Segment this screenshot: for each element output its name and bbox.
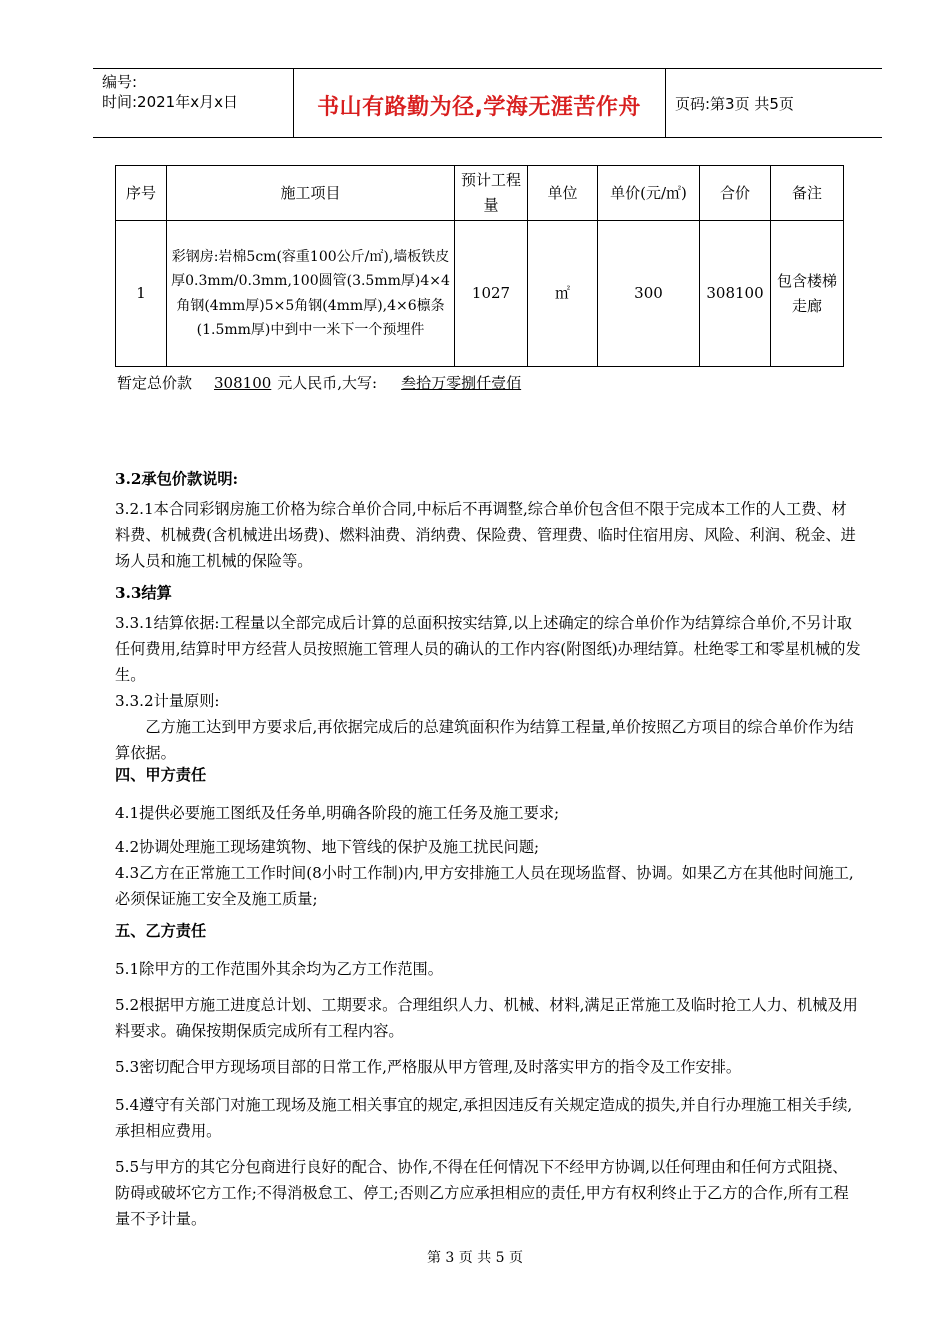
- col-header-no: 序号: [116, 166, 167, 221]
- cell-unit-price: 300: [598, 221, 700, 367]
- clause-5-4: 5.4遵守有关部门对施工现场及施工相关事宜的规定,承担因违反有关规定造成的损失,并自行办理施工相关手续,承担相应费用。: [115, 1096, 853, 1140]
- section-4: [115, 762, 861, 788]
- section-3-3: [115, 580, 861, 606]
- clause-4-3: 4.3乙方在正常施工工作时间(8小时工作制)内,甲方安排施工人员在现场监督、协调。如果乙方在其他时间施工,必须保证施工安全及施工质量;: [115, 864, 854, 908]
- cell-unit: ㎡: [528, 221, 598, 367]
- total-amount-words: 叁拾万零捌仟壹佰: [401, 374, 522, 392]
- construction-item-table: [115, 165, 844, 367]
- col-header-unit-price: 单价(元/㎡): [598, 166, 700, 221]
- time-label: 时间:2021年x月x日: [102, 93, 238, 111]
- section-3-3-1: [115, 610, 861, 766]
- section-3-3-title: 3.3结算: [115, 584, 172, 602]
- section-5-4: [115, 1092, 861, 1144]
- col-header-remark: 备注: [771, 166, 844, 221]
- cell-no: 1: [116, 221, 167, 367]
- page-label: 页码:第3页 共5页: [675, 95, 794, 113]
- section-3-2-title: 3.2承包价款说明:: [115, 470, 239, 488]
- cell-quantity: 1027: [455, 221, 528, 367]
- header-motto-cell: [293, 69, 666, 137]
- clause-4-1: 4.1提供必要施工图纸及任务单,明确各阶段的施工任务及施工要求;: [115, 804, 560, 822]
- table-header-row: [116, 166, 844, 221]
- section-4-1: [115, 800, 861, 826]
- section-3-2-1: [115, 496, 861, 574]
- page-footer: [0, 1247, 950, 1267]
- section-5-5: [115, 1154, 861, 1232]
- clause-3-3-2-body: 乙方施工达到甲方要求后,再依据完成后的总建筑面积作为结算工程量,单价按照乙方项目的综合单价作为结算依据。: [115, 718, 854, 762]
- section-5-title: 五、乙方责任: [115, 922, 207, 940]
- clause-5-1: 5.1除甲方的工作范围外其余均为乙方工作范围。: [115, 960, 443, 978]
- footer-page-number: 第 3 页 共 5 页: [426, 1250, 524, 1266]
- motto: 书山有路勤为径,学海无涯苦作舟: [317, 95, 641, 120]
- cell-total: 308100: [700, 221, 771, 367]
- clause-5-5: 5.5与甲方的其它分包商进行良好的配合、协作,不得在任何情况下不经甲方协调,以任何理由和任何方式阻挠、防碍或破坏它方工作;不得消极怠工、停工;否则乙方应承担相应的责任,甲方有权利终止于乙方的合作,所有工程量不予计量。: [115, 1158, 849, 1228]
- clause-3-3-2: 3.3.2计量原则:: [115, 692, 220, 710]
- col-header-total: 合价: [700, 166, 771, 221]
- clause-3-2-1: 3.2.1本合同彩钢房施工价格为综合单价合同,中标后不再调整,综合单价包含但不限于完成本工作的人工费、材料费、机械费(含机械进出场费)、燃料油费、消纳费、保险费、管理费、临时住宿用房、风险、利润、税金、进场人员和施工机械的保险等。: [115, 500, 856, 570]
- cell-item: 彩钢房:岩棉5cm(容重100公斤/㎡),墙板铁皮厚0.3mm/0.3mm,100圆管(3.5mm厚)4×4角钢(4mm厚)5×5角钢(4mm厚),4×6檩条(1.5mm厚)中到中一米下一个预埋件: [167, 221, 455, 367]
- page-header: [93, 68, 882, 138]
- total-price-line: [117, 372, 527, 393]
- header-page-cell: [666, 69, 882, 137]
- section-4-2-4-3: [115, 834, 861, 912]
- section-5: [115, 918, 861, 944]
- clause-5-2: 5.2根据甲方施工进度总计划、工期要求。合理组织人力、机械、材料,满足正常施工及临时抢工人力、机械及用料要求。确保按期保质完成所有工程内容。: [115, 996, 858, 1040]
- total-unit-text: 元人民币,大写:: [277, 374, 378, 392]
- col-header-quantity: 预计工程量: [455, 166, 528, 221]
- col-header-item: 施工项目: [167, 166, 455, 221]
- header-meta: [93, 69, 294, 137]
- section-3-2: [115, 466, 861, 492]
- col-header-unit: 单位: [528, 166, 598, 221]
- section-5-3: [115, 1054, 861, 1080]
- cell-remark: 包含楼梯走廊: [771, 221, 844, 367]
- clause-5-3: 5.3密切配合甲方现场项目部的日常工作,严格服从甲方管理,及时落实甲方的指令及工作安排。: [115, 1058, 742, 1076]
- code-label: 编号:: [102, 73, 138, 91]
- section-5-1: [115, 956, 861, 982]
- total-label: 暂定总价款: [117, 374, 193, 392]
- section-4-title: 四、甲方责任: [115, 766, 207, 784]
- clause-3-3-1: 3.3.1结算依据:工程量以全部完成后计算的总面积按实结算,以上述确定的综合单价作为结算综合单价,不另计取任何费用,结算时甲方经营人员按照施工管理人员的确认的工作内容(附图纸)办理结算。杜绝零工和零星机械的发生。: [115, 614, 861, 684]
- clause-4-2: 4.2协调处理施工现场建筑物、地下管线的保护及施工扰民问题;: [115, 838, 540, 856]
- table-row: [116, 221, 844, 367]
- total-amount: 308100: [214, 374, 272, 392]
- section-5-2: [115, 992, 861, 1044]
